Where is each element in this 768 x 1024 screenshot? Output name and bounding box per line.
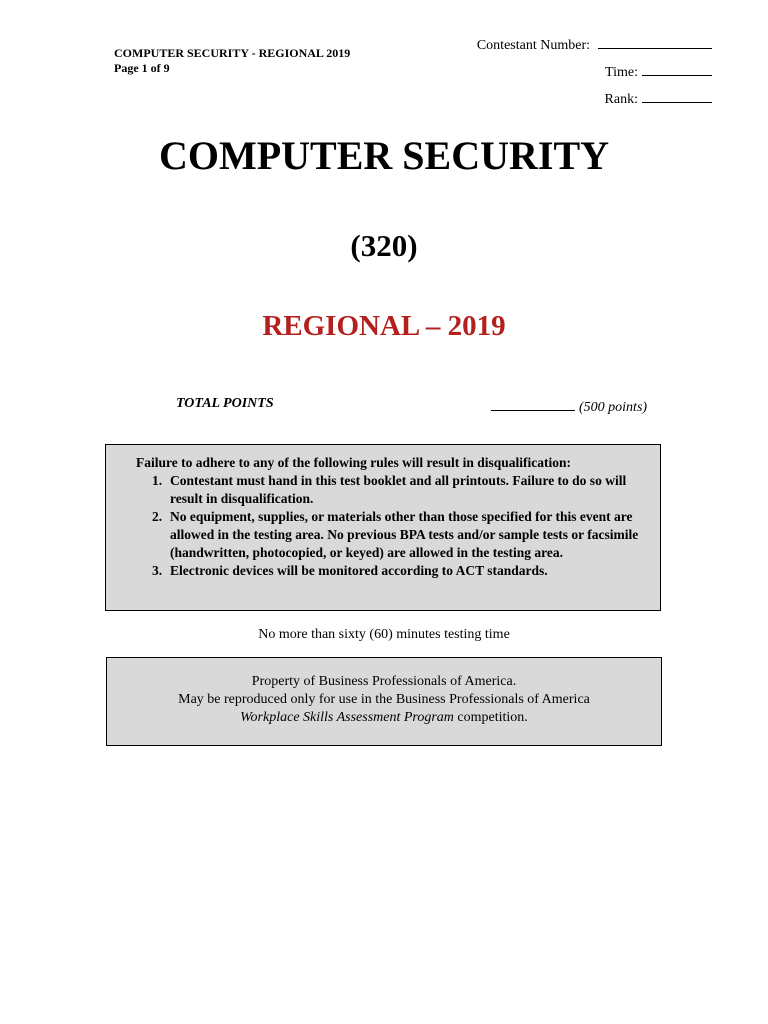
total-points-label: TOTAL POINTS: [176, 396, 274, 411]
rules-intro: Failure to adhere to any of the following rules will result in disqualification:: [136, 455, 572, 470]
time-field[interactable]: [605, 61, 712, 81]
total-points-field[interactable]: [491, 396, 647, 416]
rule-number: 3.: [152, 563, 163, 578]
rule-number: 2.: [152, 509, 163, 524]
rule-text: No equipment, supplies, or materials other than those specified for this event are allowed in the testing area. No previous BPA tests and/or sample tests or facsimile (handwritten, photocopied, or keyed) are allowed in the testing area.: [170, 509, 639, 560]
rank-field[interactable]: [605, 88, 712, 108]
property-line-3-rest: competition.: [453, 710, 528, 725]
property-notice-box: [106, 657, 662, 746]
page-number: Page 1 of 9: [114, 61, 170, 75]
rules-list: [152, 472, 642, 580]
property-line-1: Property of Business Professionals of America.: [251, 674, 517, 689]
total-points-value: (500 points): [579, 400, 648, 415]
testing-time-note: No more than sixty (60) minutes testing time: [258, 627, 510, 642]
rule-text: Contestant must hand in this test booklet and all printouts. Failure to do so will result in disqualification.: [170, 473, 627, 506]
rule-number: 1.: [152, 473, 163, 488]
time-blank[interactable]: [642, 61, 712, 76]
competition-level: REGIONAL – 2019: [262, 310, 506, 342]
property-line-2: May be reproduced only for use in the Business Professionals of America: [178, 692, 590, 707]
page-title: COMPUTER SECURITY: [158, 133, 610, 178]
rules-box: [105, 444, 661, 611]
contestant-number-blank[interactable]: [598, 34, 712, 49]
event-header-line: COMPUTER SECURITY - REGIONAL 2019: [114, 46, 351, 60]
rule-item: [152, 472, 642, 508]
total-points-blank[interactable]: [491, 396, 575, 411]
rule-text: Electronic devices will be monitored according to ACT standards.: [170, 563, 548, 578]
program-name: Workplace Skills Assessment Program: [240, 710, 454, 725]
property-line-3: [107, 709, 661, 727]
rule-item: [152, 562, 642, 580]
contestant-number-label: Contestant Number:: [476, 38, 590, 53]
rank-label: Rank:: [604, 92, 638, 107]
time-label: Time:: [605, 65, 638, 80]
rule-item: [152, 508, 642, 562]
contestant-number-field[interactable]: [477, 34, 712, 54]
rank-blank[interactable]: [642, 88, 712, 103]
event-code: (320): [350, 228, 418, 263]
header-left: [114, 46, 350, 76]
